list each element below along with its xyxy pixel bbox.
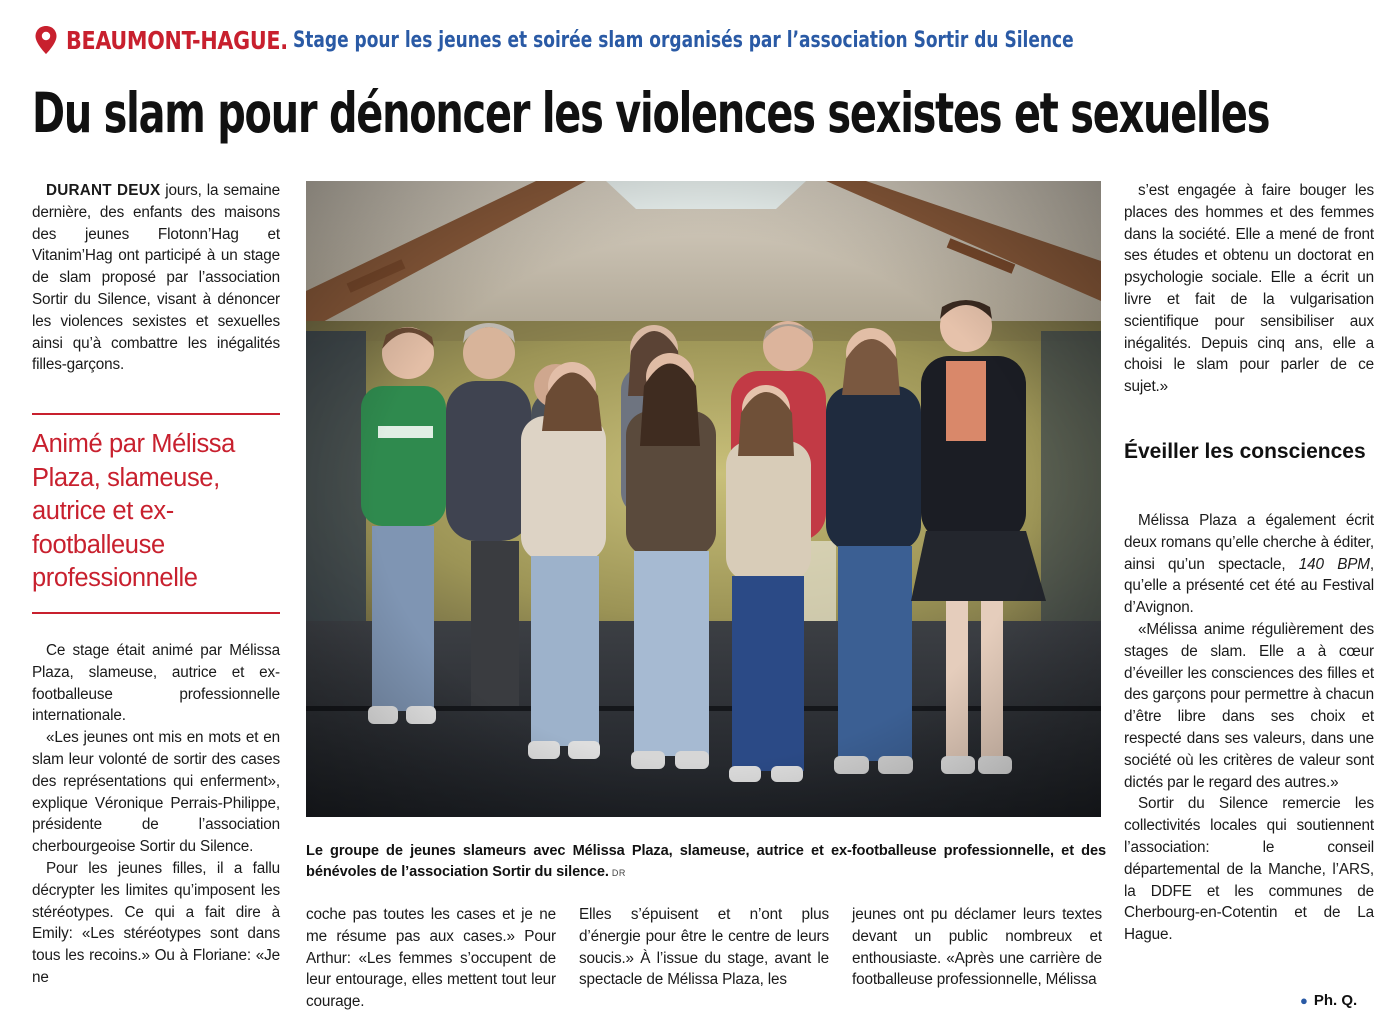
left-column-body	[32, 640, 280, 989]
kicker-subtitle: Stage pour les jeunes et soirée slam organisés par l’association Sortir du Silence	[293, 27, 1074, 53]
bottom-column-2	[579, 904, 829, 991]
bottom-column-1	[306, 904, 556, 1013]
intro-text: jours, la semaine dernière, des enfants des maisons des jeunes Flotonn’Hag et Vitanim’Hag ont participé à un stage de slam proposé par l’association Sortir du Silence, visant à dénoncer les violences sexistes et sexuelles ainsi qu’à combattre les inégalités filles-garçons.	[32, 182, 281, 374]
paragraph: s’est engagée à faire bouger les places des hommes et des femmes dans la société. Elle a mené de front ses études et obtenu un doctorat en psychologie sociale. Elle a écrit un livre et fait de la vulgarisation scientifique pour sensibiliser aux inégalités. Depuis cinq ans, elle a choisi le slam pour parler de ce sujet.»	[1124, 182, 1374, 396]
kicker-place: BEAUMONT-HAGUE.	[66, 25, 288, 55]
photo-caption	[306, 841, 1106, 884]
pullquote: Animé par Mélissa Plaza, slameuse, autrice et ex-footballeuse professionnelle	[32, 430, 235, 592]
location-pin-icon	[34, 25, 58, 55]
paragraph: coche pas toutes les cases et je ne me résume pas aux cases.» Pour Arthur: «Les femmes s’occupent de leur entourage, elles mettent tout leur courage.	[306, 906, 556, 1011]
photo-illustration	[306, 181, 1101, 817]
paragraph: «Mélissa anime régulièrement des stages de slam. Elle a à cœur d’éveiller les consciences des filles et des garçons pour permettre à chacun d’être libre dans ses choix et respecté dans ses valeurs, dans une société où les critères de valeur sont dictés par le regard des autres.»	[1124, 620, 1374, 791]
kicker	[34, 22, 1201, 58]
paragraph: Ce stage était animé par Mélissa Plaza, slameuse, autrice et ex-footballeuse professionnelle internationale.	[32, 642, 280, 725]
pullquote-top-rule	[32, 413, 280, 415]
bullet-icon: ●	[1300, 993, 1308, 1008]
paragraph: «Les jeunes ont mis en mots et en slam leur volonté de sortir des cases des représentations qui enferment», explique Véronique Perrais-Philippe, présidente de l’association cherbourgeoise Sortir du Silence.	[32, 729, 280, 856]
right-column-body	[1124, 510, 1374, 946]
left-column-intro	[32, 180, 280, 376]
paragraph: Elles s’épuisent et n’ont plus d’énergie pour être le centre de leurs soucis.» À l’issue du stage, avant le spectacle de Mélissa Plaza, les	[579, 906, 829, 989]
headline: Du slam pour dénoncer les violences sexistes et sexuelles	[32, 81, 1270, 145]
caption-text: Le groupe de jeunes slameurs avec Mélissa Plaza, slameuse, autrice et ex-footballeuse professionnelle, et des bénévoles de l’association Sortir du silence.	[306, 843, 1106, 880]
paragraph: Pour les jeunes filles, il a fallu décrypter les limites qu’imposent les stéréotypes. Ce qui a fait dire à Emily: «Les stéréotypes sont dans tous les recoins.» Ou à Floriane: «Je ne	[32, 859, 280, 986]
right-column-intro	[1124, 180, 1374, 398]
paragraph: jeunes ont pu déclamer leurs textes devant un public nombreux et enthousiaste. «Après une carrière de footballeuse professionnelle, Mélissa	[852, 906, 1102, 989]
photo-credit: DR	[611, 868, 626, 878]
paragraph: Sortir du Silence remercie les collectivités locales qui soutiennent l’association: le conseil départemental de la Manche, l’ARS, la DDFE et les communes de Cherbourg-en-Cotentin et de La Hague.	[1124, 795, 1374, 944]
pullquote-bottom-rule	[32, 612, 280, 614]
subheading: Éveiller les consciences	[1124, 440, 1366, 463]
group-photo	[306, 181, 1101, 817]
lead-in: DURANT DEUX	[46, 182, 161, 199]
show-title: 140 BPM	[1298, 555, 1370, 573]
author-signature: ● Ph. Q.	[1300, 992, 1358, 1009]
bottom-column-3	[852, 904, 1102, 991]
paragraph: Mélissa Plaza a également écrit deux romans qu’elle cherche à éditer, ainsi qu’un spectacle, 140 BPM, qu’elle a présenté cet été au Festival d’Avignon.	[1124, 512, 1374, 617]
